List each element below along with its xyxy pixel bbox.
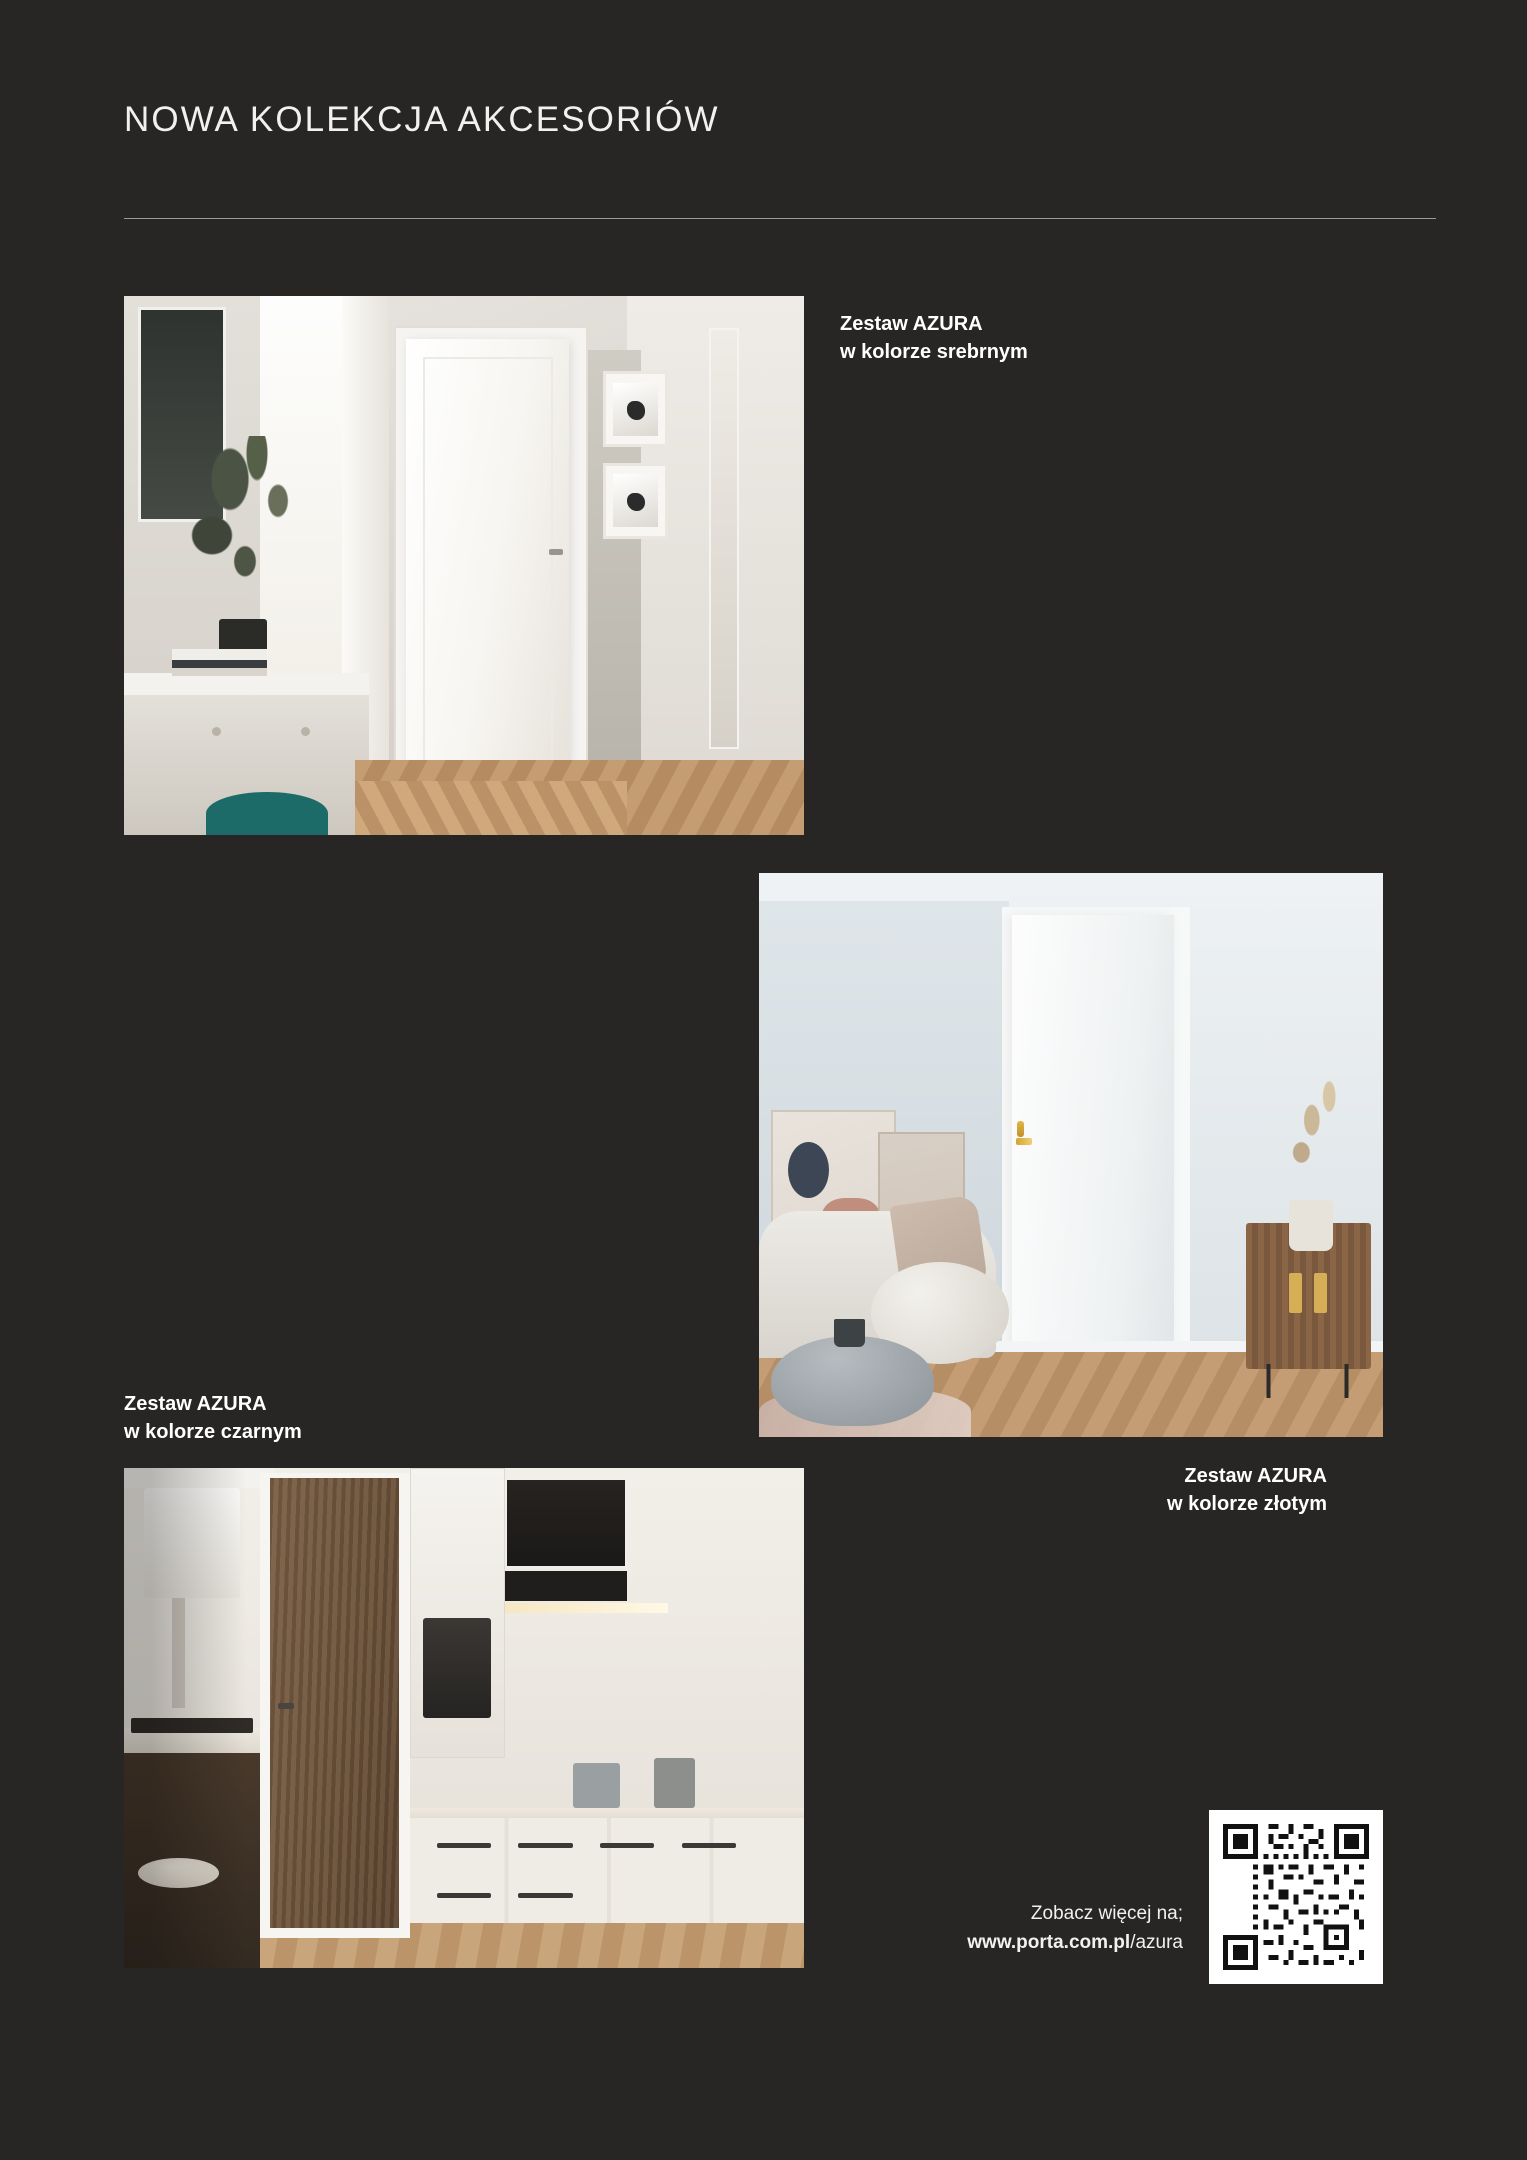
photo-illustration-living-room [759, 873, 1383, 1437]
vase [1289, 1200, 1333, 1251]
floor-herringbone-secondary [355, 781, 627, 835]
caption-azura-silver [840, 310, 1028, 367]
stool [206, 792, 328, 835]
photo-illustration-kitchen [124, 1468, 804, 1968]
door-leaf [1012, 915, 1174, 1372]
qr-code[interactable] [1209, 1810, 1383, 1984]
coffee-table [771, 1336, 933, 1426]
page-title: NOWA KOLEKCJA AKCESORIÓW [124, 100, 720, 139]
sideboard-handle [1289, 1273, 1301, 1312]
footer-url-path: /azura [1130, 1931, 1183, 1953]
door-leaf [406, 339, 569, 797]
caption-line-2: w kolorze srebrnym [840, 341, 1028, 364]
door-handle-gold-icon [1016, 1138, 1032, 1145]
sideboard-legs [1258, 1364, 1358, 1398]
footer-url[interactable] [763, 1929, 1183, 1958]
photo-azura-silver [124, 296, 804, 835]
tall-mirror [709, 328, 740, 748]
sideboard-handle [1314, 1273, 1326, 1312]
photo-illustration-hallway [124, 296, 804, 835]
caption-azura-gold [1167, 1462, 1327, 1519]
caption-line-1: Zestaw AZURA [840, 313, 983, 335]
footer-cta [763, 1900, 1183, 1957]
caption-line-2: w kolorze czarnym [124, 1421, 302, 1444]
books [172, 649, 267, 676]
cabinet-knob [301, 727, 310, 736]
wall-picture-frame [603, 371, 668, 446]
picture-art [613, 383, 658, 436]
door-rosette-gold [1017, 1121, 1024, 1137]
footer-url-domain: www.porta.com.pl [967, 1931, 1131, 1953]
caption-line-1: Zestaw AZURA [1184, 1465, 1327, 1487]
caption-azura-black [124, 1390, 302, 1447]
photo-vignette [124, 1468, 804, 1968]
photo-azura-black [124, 1468, 804, 1968]
footer-cta-text: Zobacz więcej na; [1030, 1903, 1183, 1924]
header-divider [124, 218, 1436, 219]
photo-azura-gold [759, 873, 1383, 1437]
cup [834, 1319, 865, 1347]
caption-line-2: w kolorze złotym [1166, 1493, 1327, 1516]
picture-art [613, 474, 658, 527]
door-panel [423, 357, 554, 778]
caption-line-1: Zestaw AZURA [124, 1393, 267, 1415]
wall-picture-frame [603, 463, 668, 538]
door-handle-silver-icon [549, 549, 563, 555]
console-top [124, 673, 369, 695]
qr-code-icon [1223, 1824, 1369, 1970]
